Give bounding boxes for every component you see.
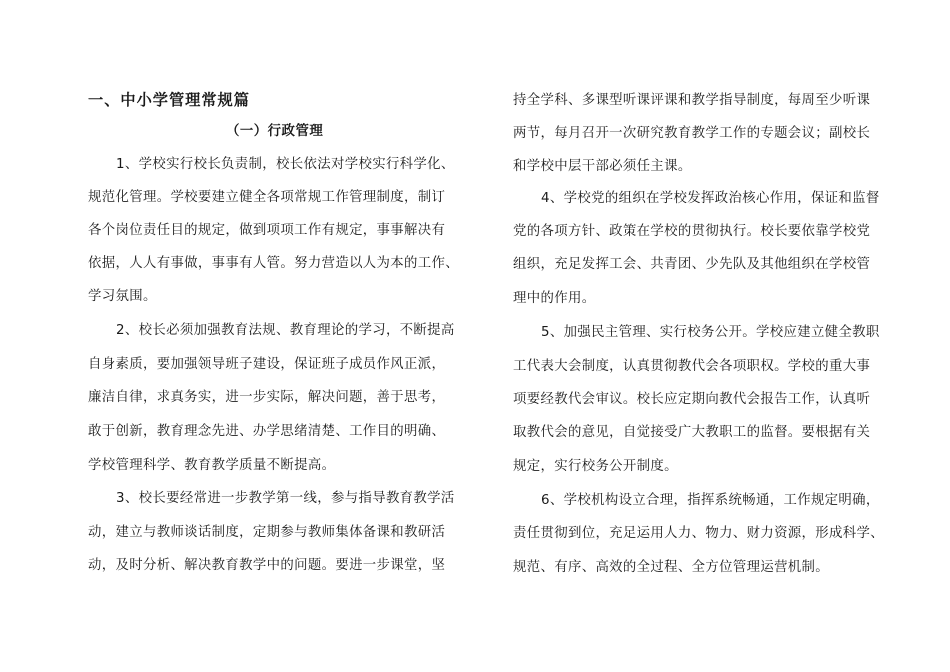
paragraph-2-line-5: 学校管理科学、教育教学质量不断提高。: [88, 458, 336, 473]
paragraph-3-line-1: 3、校长要经常进一步教学第一线，参与指导教育教学活: [116, 491, 455, 506]
paragraph-4-line-2: 党的各项方针、政策在学校的贯彻执行。校长要依靠学校党: [513, 224, 871, 239]
paragraph-3-line-2: 动，建立与教师谈话制度，定期参与教师集体备课和教研活: [88, 525, 446, 540]
paragraph-2-line-1: 2、校长必须加强教育法规、教育理论的学习，不断提高: [116, 323, 455, 338]
paragraph-3-line-3: 动，及时分析、解决教育教学中的问题。要进一步课堂，坚: [88, 558, 446, 573]
paragraph-3-line-6: 和学校中层干部必须任主课。: [513, 159, 692, 174]
paragraph-2-line-4: 敢于创新，教育理念先进、办学思绪清楚、工作目的明确、: [88, 424, 446, 439]
paragraph-1-line-5: 学习氛围。: [88, 289, 157, 304]
paragraph-6-line-3: 规范、有序、高效的全过程、全方位管理运营机制。: [513, 560, 830, 575]
paragraph-5-line-2: 工代表大会制度，认真贯彻教代会各项职权。学校的重大事: [513, 359, 871, 374]
paragraph-4-line-4: 理中的作用。: [513, 291, 596, 306]
paragraph-4-line-3: 组织，充足发挥工会、共青团、少先队及其他组织在学校管: [513, 257, 871, 272]
paragraph-1-line-3: 各个岗位责任目的规定，做到项项工作有规定，事事解决有: [88, 223, 446, 238]
paragraph-6-line-2: 责任贯彻到位，充足运用人力、物力、财力资源，形成科学、: [513, 526, 884, 541]
paragraph-5-line-1: 5、加强民主管理、实行校务公开。学校应建立健全教职: [541, 325, 880, 340]
paragraph-3-line-4: 持全学科、多课型听课评课和教学指导制度，每周至少听课: [513, 93, 871, 108]
paragraph-1-line-1: 1、学校实行校长负责制，校长依法对学校实行科学化、: [116, 157, 455, 172]
paragraph-5-line-5: 规定，实行校务公开制度。: [513, 459, 678, 474]
subsection-heading: （一）行政管理: [226, 124, 324, 139]
paragraph-5-line-4: 取教代会的意见，自觉接受广大教职工的监督。要根据有关: [513, 425, 871, 440]
paragraph-1-line-4: 依据，人人有事做，事事有人管。努力营造以人为本的工作、: [88, 256, 459, 271]
paragraph-2-line-2: 自身素质，要加强领导班子建设，保证班子成员作风正派，: [88, 357, 446, 372]
section-heading: 一、中小学管理常规篇: [88, 91, 250, 109]
paragraph-4-line-1: 4、学校党的组织在学校发挥政治核心作用，保证和监督: [541, 191, 880, 206]
paragraph-3-line-5: 两节，每月召开一次研究教育教学工作的专题会议；副校长: [513, 126, 871, 141]
paragraph-1-line-2: 规范化管理。学校要建立健全各项常规工作管理制度，制订: [88, 190, 446, 205]
paragraph-6-line-1: 6、学校机构设立合理，指挥系统畅通，工作规定明确，: [541, 493, 880, 508]
paragraph-2-line-3: 廉洁自律，求真务实，进一步实际，解决问题，善于思考，: [88, 390, 446, 405]
paragraph-5-line-3: 项要经教代会审议。校长应定期向教代会报告工作，认真听: [513, 392, 871, 407]
